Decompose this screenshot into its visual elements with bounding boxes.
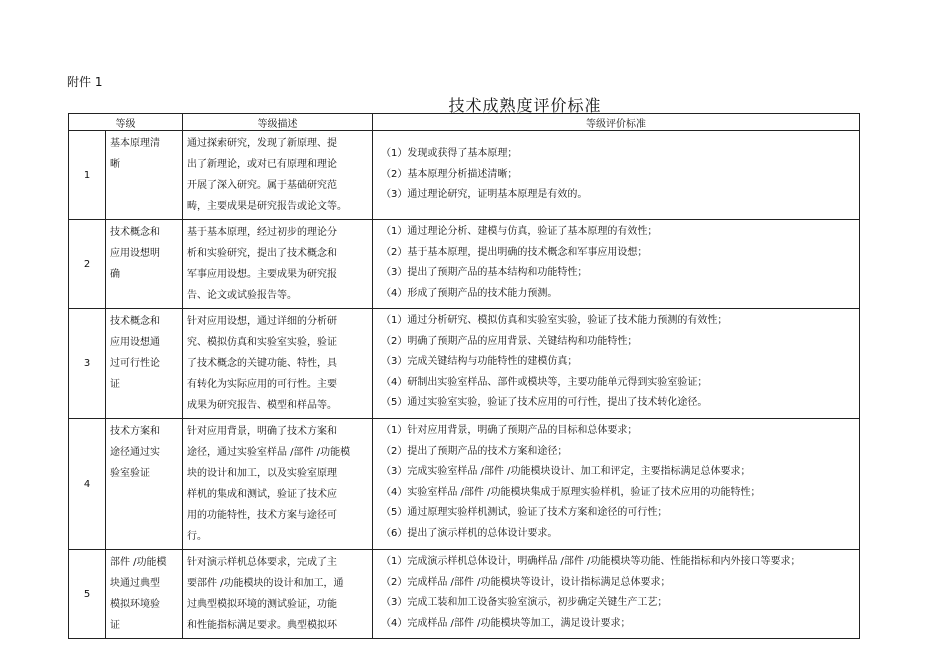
criteria-item: （1）发现或获得了基本原理； — [381, 148, 518, 160]
criteria-item: （6）提出了演示样机的总体设计要求。 — [381, 527, 558, 539]
criteria-list — [373, 419, 859, 546]
maturity-table — [68, 113, 860, 639]
criteria-list — [373, 220, 859, 306]
level-name: 技术概念和 应用设想通 过可行性论 证 — [110, 316, 160, 390]
criteria-item: （4）实验室样品 /部件 /功能模块集成于原理实验样机，验证了技术应用的功能特性； — [381, 486, 761, 498]
criteria-item: （3）完成实验室样品 /部件 /功能模块设计、加工和评定，主要指标满足总体要求； — [381, 466, 751, 477]
document-title: 技术成熟度评价标准 — [448, 96, 602, 115]
header-description: 等级描述 — [183, 114, 373, 131]
criteria-item: （5）通过实验室实验，验证了技术应用的可行性，提出了技术转化途径。 — [381, 397, 708, 408]
level-number: 2 — [69, 220, 106, 309]
level-number: 1 — [69, 131, 106, 220]
criteria-list — [373, 142, 859, 208]
table-row — [69, 309, 860, 419]
criteria-item: （1）通过分析研究、模拟仿真和实验室实验，验证了技术能力预测的有效性； — [381, 315, 728, 326]
level-name: 部件 /功能模 块通过典型 模拟环境验 证 — [110, 557, 167, 631]
criteria-item: （1）通过理论分析、建模与仿真，验证了基本原理的有效性； — [381, 226, 658, 237]
criteria-item: （2）基本原理分析描述清晰； — [381, 168, 518, 180]
criteria-item: （2）完成样品 /部件 /功能模块等设计，设计指标满足总体要求； — [381, 576, 671, 588]
annex-label: 附件 1 — [67, 75, 103, 89]
level-name: 基本原理清 晰 — [110, 138, 160, 170]
criteria-list — [373, 309, 859, 416]
level-number: 4 — [69, 419, 106, 550]
table-row — [69, 131, 860, 220]
header-level: 等级 — [69, 114, 183, 131]
criteria-item: （2）提出了预期产品的技术方案和途径； — [381, 445, 568, 457]
criteria-item: （4）研制出实验室样品、部件或模块等，主要功能单元得到实验室验证； — [381, 376, 708, 388]
level-number: 5 — [69, 550, 106, 639]
level-description: 针对应用背景，明确了技术方案和 途径，通过实验室样品 /部件 /功能模 块的设计和加工，以及实验室原理 样机的集成和测试，验证了技术应 用的功能特性，技术方案与途径可 行。 — [187, 426, 351, 542]
criteria-item: （4）形成了预期产品的技术能力预测。 — [381, 287, 558, 299]
level-description: 通过探索研究，发现了新原理、提 出了新理论，或对已有原理和理论 开展了深入研究。属于基础研究范 畴，主要成果是研究报告或论文等。 — [187, 138, 347, 212]
criteria-item: （2）明确了预期产品的应用背景、关键结构和功能特性； — [381, 335, 638, 347]
table-row — [69, 419, 860, 550]
level-name: 技术方案和 途径通过实 验室验证 — [110, 426, 160, 479]
criteria-item: （3）完成关键结构与功能特性的建模仿真； — [381, 356, 578, 367]
criteria-item: （5）通过原理实验样机测试，验证了技术方案和途径的可行性； — [381, 507, 668, 518]
criteria-item: （1）完成演示样机总体设计，明确样品 /部件 /功能模块等功能、性能指标和内外接口等要求； — [381, 556, 801, 567]
criteria-item: （3）完成工装和加工设备实验室演示，初步确定关键生产工艺； — [381, 597, 668, 608]
table-row — [69, 220, 860, 309]
header-criteria: 等级评价标准 — [373, 114, 860, 131]
level-description: 基于基本原理，经过初步的理论分 析和实验研究，提出了技术概念和 军事应用设想。主要成果为研究报 告、论文或试验报告等。 — [187, 227, 337, 301]
criteria-item: （2）基于基本原理，提出明确的技术概念和军事应用设想； — [381, 246, 648, 258]
level-number: 3 — [69, 309, 106, 419]
criteria-item: （3）通过理论研究，证明基本原理是有效的。 — [381, 189, 588, 201]
criteria-item: （1）针对应用背景，明确了预期产品的目标和总体要求； — [381, 425, 638, 436]
table-header-row — [69, 114, 860, 131]
level-description: 针对演示样机总体要求，完成了主 要部件 /功能模块的设计和加工，通 过典型模拟环境的测试验证，功能 和性能指标满足要求。典型模拟环 — [187, 557, 344, 631]
level-name: 技术概念和 应用设想明 确 — [110, 227, 160, 280]
criteria-item: （3）提出了预期产品的基本结构和功能特性； — [381, 267, 588, 278]
table-row — [69, 550, 860, 639]
criteria-list — [373, 550, 859, 636]
level-description: 针对应用设想，通过详细的分析研 究、模拟仿真和实验室实验，验证 了技术概念的关键功能、特性，具 有转化为实际应用的可行性。主要 成果为研究报告、模型和样品等。 — [187, 316, 337, 411]
criteria-item: （4）完成样品 /部件 /功能模块等加工，满足设计要求； — [381, 617, 631, 629]
